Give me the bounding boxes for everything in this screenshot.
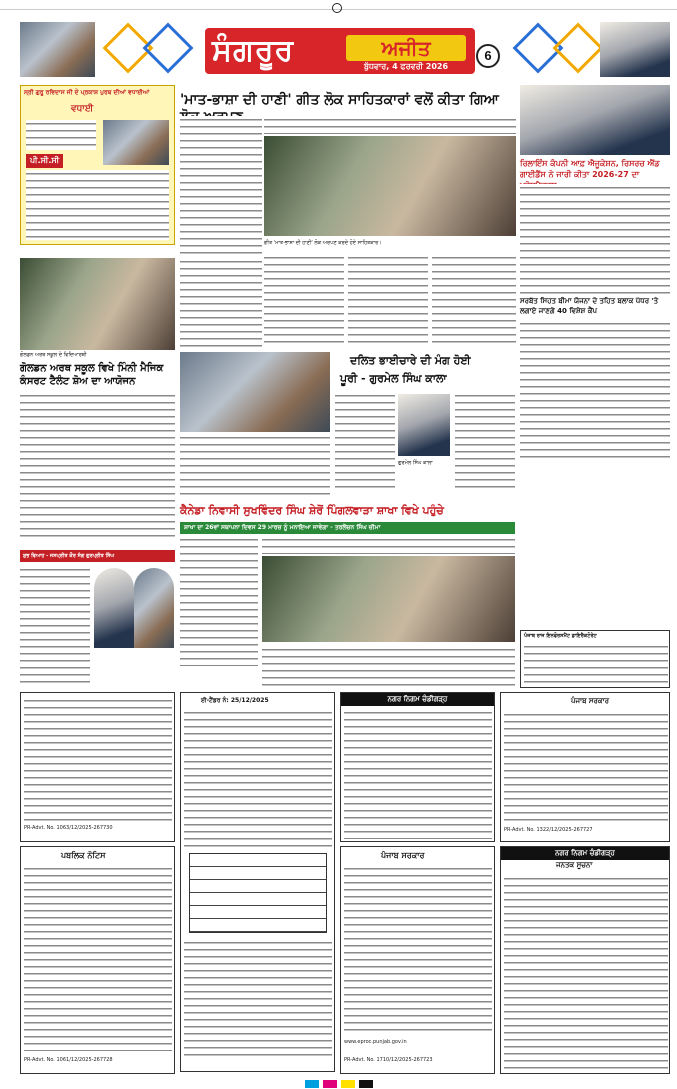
banner-headline: ਕੈਨੇਡਾ ਨਿਵਾਸੀ ਸੁਖਵਿੰਦਰ ਸਿੰਘ ਸ਼ੇਰੋਂ ਪਿੰਗਲਵਾੜਾ ਸ਼ਾਖਾ ਵਿਖੇ ਪਹੁੰਚੇ bbox=[180, 504, 444, 517]
left-tender-text bbox=[24, 697, 172, 821]
school-headline: ਗੋਲਡਨ ਅਰਥ ਸਕੂਲ ਵਿਖੇ ਮਿੰਨੀ ਮੈਜਿਕ ਕੰਸਰਟ ਟੈਲੰਟ ਸ਼ੋਅ ਦਾ ਆਯੋਜਨ bbox=[20, 363, 164, 387]
left-tender-ad bbox=[20, 692, 175, 842]
masthead-paper-name: ਅਜੀਤ bbox=[346, 35, 466, 61]
main-story-col3 bbox=[264, 254, 344, 344]
main-group-photo bbox=[264, 136, 516, 236]
prospectus-headline: ਰਿਲਾਇੰਸ ਕੰਪਨੀ ਆਫ਼ ਐਜੂਕੇਸ਼ਨ, ਰਿਸਰਚ ਐਂਡ ਗਾਈਡੈਂਸ ਨੇ ਜਾਰੀ ਕੀਤਾ 2026-27 ਦਾ bbox=[520, 159, 660, 179]
right-tender-title: ਪੰਜਾਬ ਸਰਕਾਰ bbox=[571, 697, 610, 705]
gurdwara-photo-left bbox=[20, 22, 95, 77]
banner-text-top bbox=[262, 536, 515, 554]
gurmel-singh-photo bbox=[398, 394, 450, 456]
greeting-ad-title: ਸ੍ਰੀ ਗੁਰੂ ਰਵਿਦਾਸ ਜੀ ਦੇ ਪ੍ਰਕਾਸ਼ ਪੁਰਬ ਦੀਆਂ ਵਧਾਈਆਂ bbox=[24, 89, 150, 96]
health-camp-headline: ਸਰਬੱਤ ਸਿਹਤ ਬੀਮਾ ਯੋਜਨਾ ਦੇ ਤਹਿਤ ਬਲਾਕ ਪੱਧਰ 'ਤੇ ਲਗਾਏ ਜਾਣਗੇ 40 ਵਿਸ਼ੇਸ਼ ਕੈਂਪ bbox=[520, 297, 659, 315]
school-event-photo bbox=[20, 258, 175, 350]
etender-bottom-text bbox=[184, 939, 332, 1059]
right-tender-ad bbox=[500, 692, 670, 842]
punjab-gov-text bbox=[344, 865, 492, 1035]
right-tender-text bbox=[504, 711, 668, 821]
banner-bottom-text bbox=[262, 646, 515, 688]
school-photo-caption: ਗੋਲਡਨ ਅਰਥ ਸਕੂਲ ਦੇ ਵਿਦਿਆਰਥੀ bbox=[20, 352, 87, 358]
print-color-strip bbox=[0, 1078, 677, 1089]
protest-caption bbox=[180, 434, 330, 498]
municipal-notice-ad bbox=[500, 846, 670, 1074]
prospectus-story-text bbox=[520, 184, 670, 294]
main-story-col4 bbox=[348, 254, 428, 344]
enforcement-title: ਪੰਜਾਬ ਰਾਜ ਇਨਫੋਰਸਮੈਂਟ ਡਾਇਰੈਕਟੋਰੇਟ bbox=[524, 633, 597, 639]
public-notice-title: ਪਬਲਿਕ ਨੋਟਿਸ bbox=[61, 851, 106, 860]
greeting-ad-body bbox=[26, 170, 169, 240]
page-number: 6 bbox=[476, 44, 500, 68]
dalit-headline-top: ਦਲਿਤ ਭਾਈਚਾਰੇ ਦੀ ਮੰਗ ਹੋਈ bbox=[350, 354, 471, 367]
wedding-text bbox=[20, 566, 90, 686]
municipal-corp-text bbox=[344, 709, 492, 839]
enforcement-notice bbox=[520, 630, 670, 688]
main-headline: 'ਮਾਤ-ਭਾਸ਼ਾ ਦੀ ਹਾਣੀ' ਗੀਤ ਲੋਕ ਸਾਹਿਤਕਾਰਾਂ ਵਲੋਂ ਕੀਤਾ ਗਿਆ bbox=[180, 92, 499, 108]
greeting-ad-sub: ਵਧਾਈ bbox=[71, 104, 94, 114]
etender-ad bbox=[180, 692, 335, 1072]
dalit-headline-bottom: ਪੂਰੀ - ਗੁਰਮੇਲ ਸਿੰਘ ਕਾਲਾ bbox=[340, 372, 447, 385]
enforcement-text bbox=[524, 643, 668, 685]
wedding-photo-bride bbox=[134, 568, 174, 648]
masthead-city: ਸੰਗਰੂਰ bbox=[212, 33, 295, 68]
masthead-date: ਬੁੱਧਵਾਰ, 4 ਫਰਵਰੀ 2026 bbox=[363, 62, 449, 71]
left-tender-adv: PR-Advt. No. 1063/12/2025-267730 bbox=[24, 825, 113, 831]
wedding-header: ਸ਼ੁਭ ਵਿਆਹ - ਜਸਪ੍ਰੀਤ ਕੌਰ ਸੰਗ ਗੁਰਪ੍ਰੀਤ ਸਿੰਘ bbox=[20, 550, 175, 562]
punjab-gov-ad bbox=[340, 846, 495, 1074]
public-notice-adv: PR-Advt. No. 1061/12/2025-267728 bbox=[24, 1057, 113, 1063]
municipal-notice-org: ਨਗਰ ਨਿਗਮ ਚੰਡੀਗੜ੍ਹ bbox=[501, 847, 669, 860]
etender-number: ਈ-ਟੈਂਡਰ ਨੰ: 25/12/2025 bbox=[201, 697, 269, 704]
temple-photo-right bbox=[600, 22, 670, 77]
municipal-corp-title: ਨਗਰ ਨਿਗਮ ਚੰਡੀਗੜ੍ਹ bbox=[341, 693, 494, 706]
municipal-notice-text bbox=[504, 875, 668, 1069]
punjab-gov-website: www.eproc.punjab.gov.in bbox=[344, 1039, 407, 1045]
greeting-ad-photo bbox=[103, 120, 169, 165]
banner-col1 bbox=[180, 536, 258, 666]
health-camp-text bbox=[520, 320, 670, 460]
prospectus-release-photo bbox=[520, 85, 670, 155]
municipal-corp-ad bbox=[340, 692, 495, 842]
banner-subhead: ਸ਼ਾਖਾ ਦਾ 26ਵਾਂ ਸਥਾਪਨਾ ਦਿਵਸ 29 ਮਾਰਚ ਨੂੰ ਮਨਾਇਆ ਜਾਵੇਗਾ - ਤਰਲੋਚਨ ਸਿੰਘ ਚੀਮਾ bbox=[180, 522, 515, 534]
greeting-ad-badge: ਪੀ.ਸੀ.ਸੀ bbox=[26, 154, 63, 168]
punjab-gov-title: ਪੰਜਾਬ ਸਰਕਾਰ bbox=[381, 851, 425, 860]
public-notice-ad bbox=[20, 846, 175, 1074]
right-tender-adv: PR-Advt. No. 1322/12/2025-267727 bbox=[504, 827, 593, 833]
etender-text bbox=[184, 709, 332, 849]
dalit-story-col1 bbox=[335, 392, 395, 492]
public-notice-text bbox=[24, 865, 172, 1051]
punjab-gov-adv: PR-Advt. No. 1710/12/2025-267723 bbox=[344, 1057, 433, 1063]
registration-mark-icon bbox=[332, 3, 342, 13]
main-story-col5 bbox=[432, 254, 516, 344]
school-story-text bbox=[20, 392, 175, 542]
gurmel-photo-caption: ਗੁਰਮੇਲ ਸਿੰਘ ਕਾਲਾ bbox=[398, 460, 433, 466]
municipal-notice-title: ਜਨਤਕ ਸੂਚਨਾ bbox=[556, 861, 593, 869]
etender-table bbox=[189, 853, 327, 933]
wedding-photo-groom bbox=[94, 568, 134, 648]
banner-meeting-photo bbox=[262, 556, 515, 642]
greeting-ad bbox=[20, 85, 175, 245]
main-story-top-text bbox=[264, 116, 516, 134]
dalit-story-col2 bbox=[455, 392, 515, 492]
main-photo-caption: ਗੀਤ 'ਮਾਤ-ਭਾਸ਼ਾ ਦੀ ਹਾਣੀ' ਲੋਕ ਅਰਪਣ ਕਰਦੇ ਹੋਏ ਸਾਹਿਤਕਾਰ। bbox=[264, 240, 382, 246]
main-story-col1 bbox=[180, 116, 262, 254]
main-story-col2 bbox=[180, 258, 262, 348]
protest-photo bbox=[180, 352, 330, 432]
greeting-ad-text bbox=[26, 120, 96, 150]
